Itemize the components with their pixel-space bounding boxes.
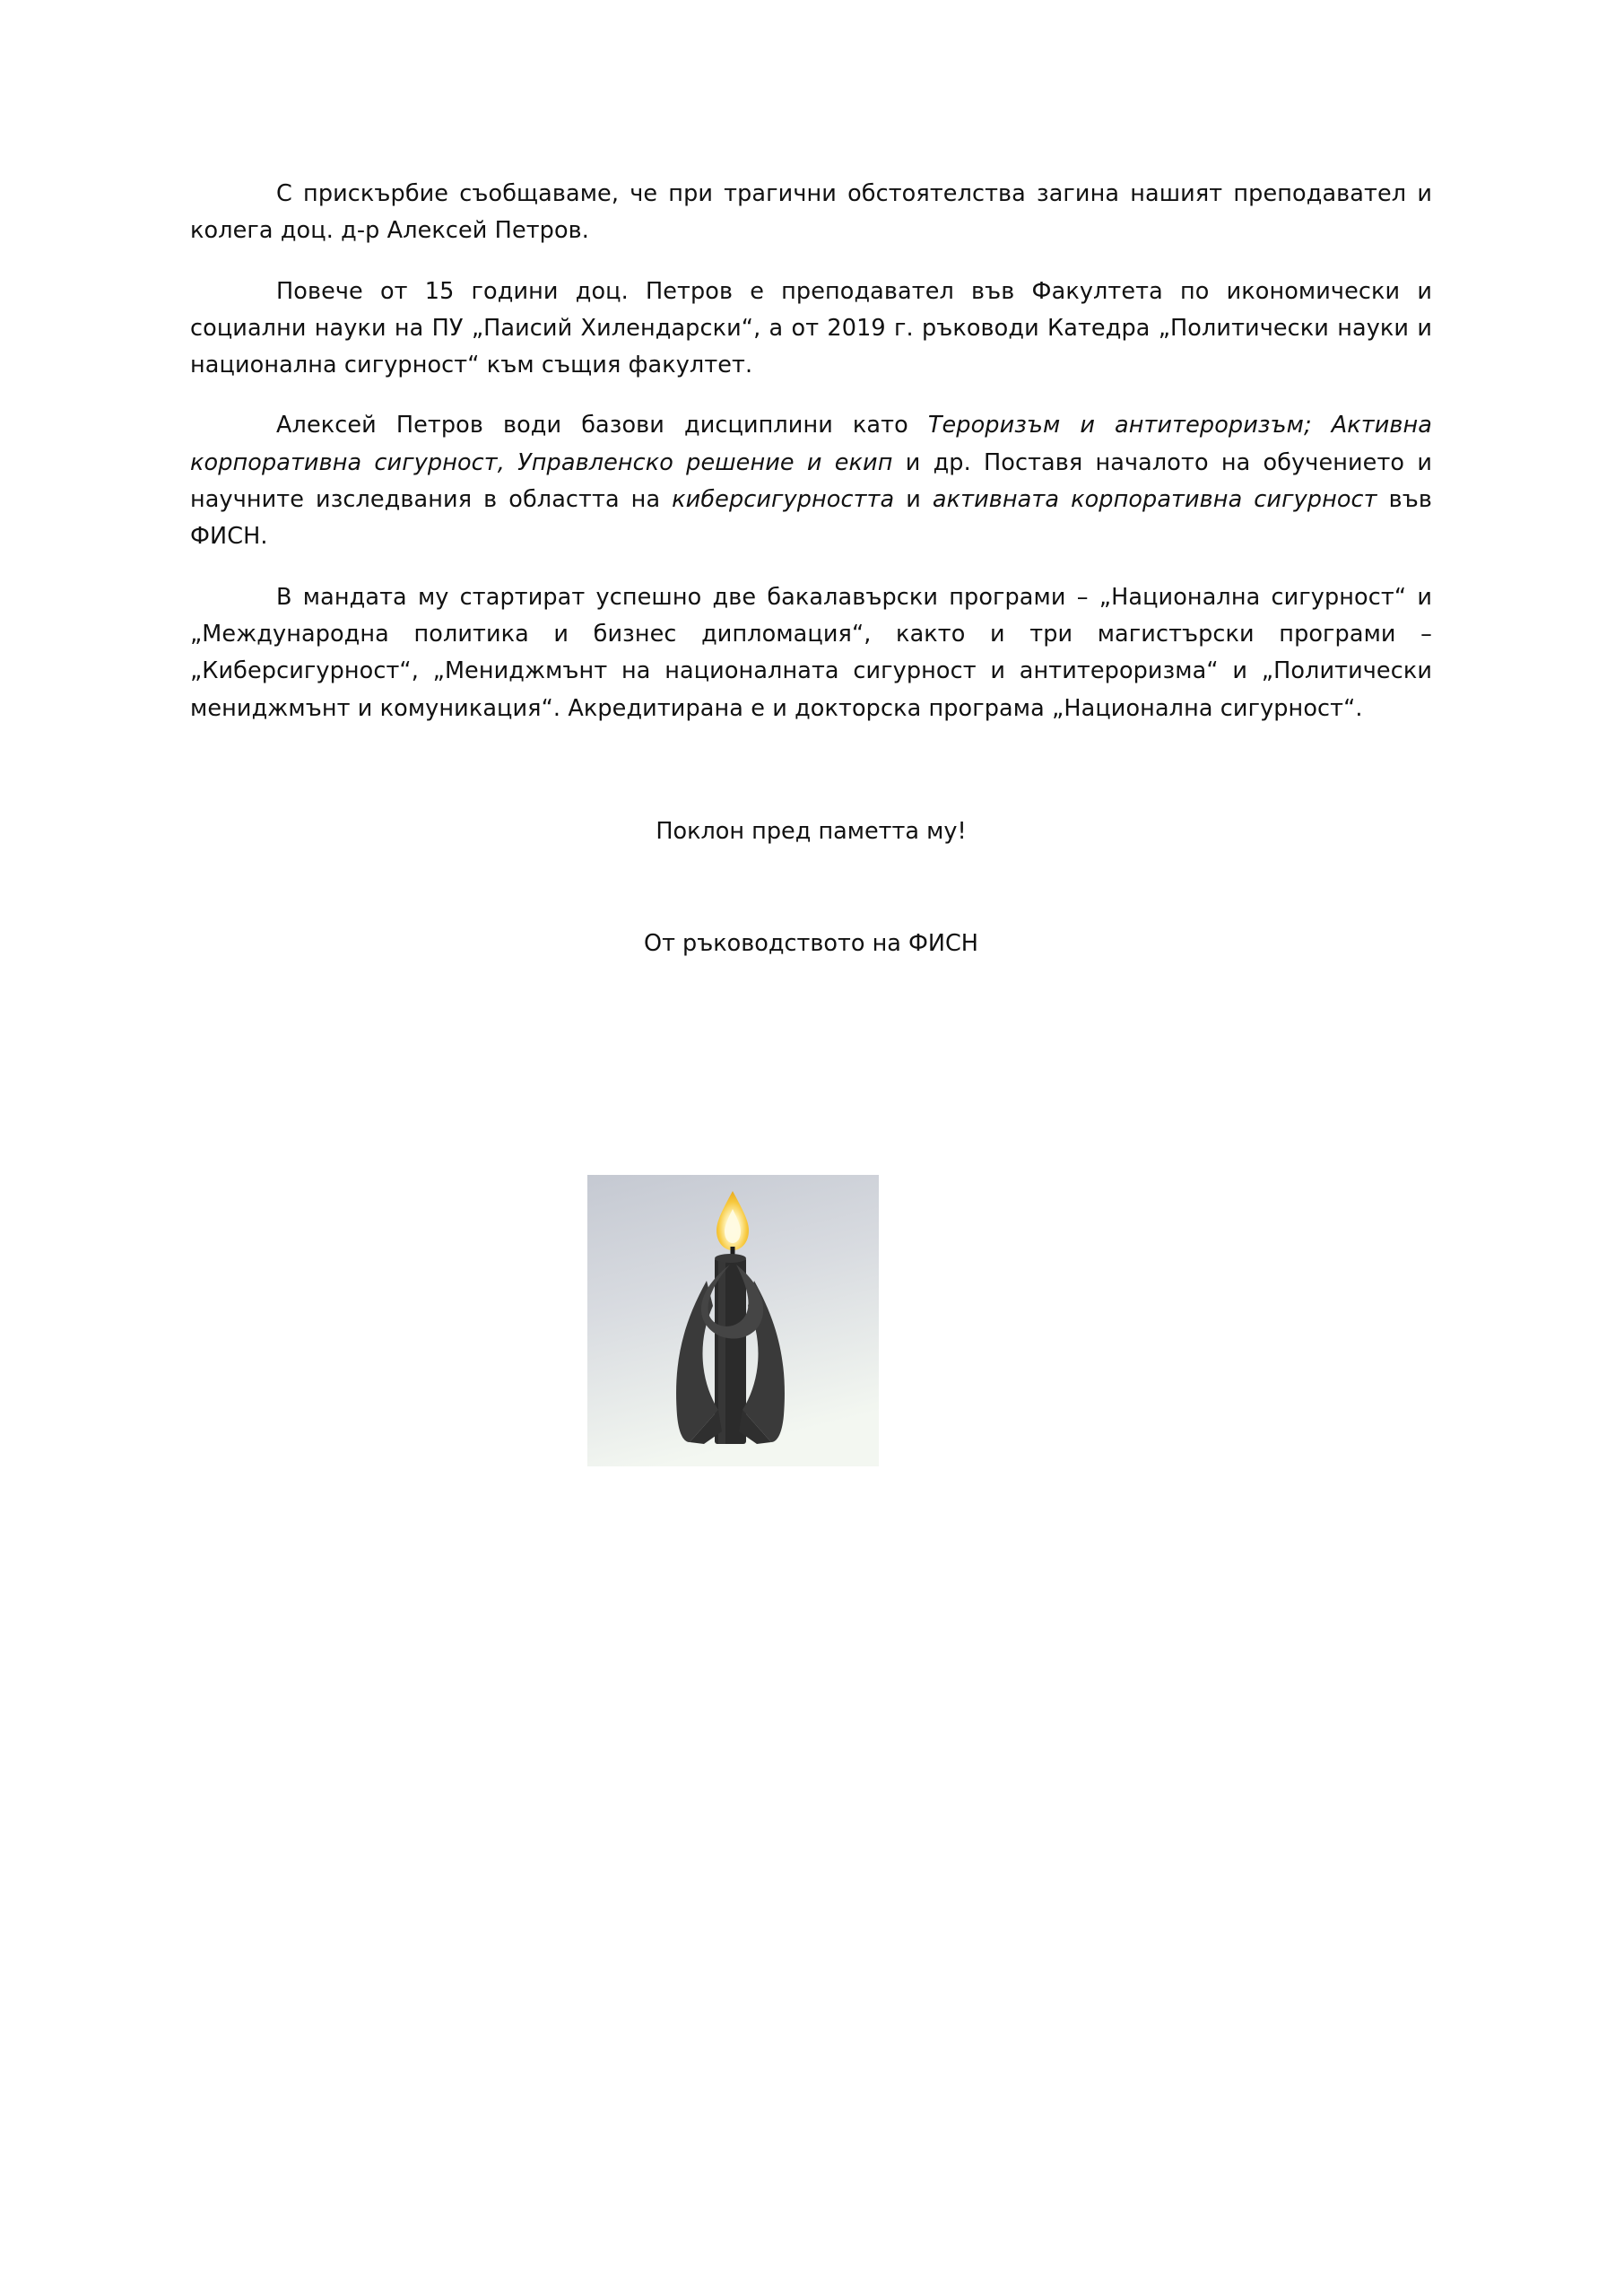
- mourning-candle-icon: [587, 1175, 879, 1466]
- paragraph-3-run-4-italic: киберсигурността: [672, 486, 895, 514]
- closing-line-signature: От ръководството на ФИСН: [644, 930, 978, 958]
- closing-line-tribute: Поклон пред паметта му!: [656, 817, 967, 845]
- paragraph-3-run-3: и др. Поставя началото на обучението и научните изследвания в областта на: [190, 448, 1432, 514]
- paragraph-3-run-7: във ФИСН.: [190, 486, 1432, 551]
- paragraph-4: В мандата му стартират успешно две бакалавърски програми – „Национална сигурност“ и „Международна политика и бизнес дипломация“, както и три магистърски програми – „Киберсигурност“, „Мениджмънт на националната сигурност и антитероризма“ и „Политически мениджмънт и комуникация“. Акредитирана е и докторска програма „Национална сигурност“.: [190, 583, 1432, 722]
- paragraph-3-run-2-italic: Тероризъм и антитероризъм; Активна корпоративна сигурност, Управленско решение и екип: [190, 412, 1432, 476]
- paragraph-3-run-5: и: [894, 486, 933, 514]
- paragraph-3-run-6-italic: активната корпоративна сигурност: [932, 486, 1377, 514]
- paragraph-2: Повече от 15 години доц. Петров е преподавател във Факултета по икономически и социални науки на ПУ „Паисий Хилендарски“, а от 2019 г. ръководи Катедра „Политически науки и национална сигурност“ към същия факултет.: [190, 277, 1432, 379]
- paragraph-3: [190, 407, 1432, 555]
- mourning-candle-image: [587, 1175, 879, 1466]
- paragraph-1: С прискърбие съобщаваме, че при трагични обстоятелства загина нашият преподавател и колега доц. д-р Алексей Петров.: [190, 180, 1432, 245]
- document-body: [190, 176, 1432, 986]
- paragraph-3-run-1: Алексей Петров води базови дисциплини като: [276, 412, 928, 439]
